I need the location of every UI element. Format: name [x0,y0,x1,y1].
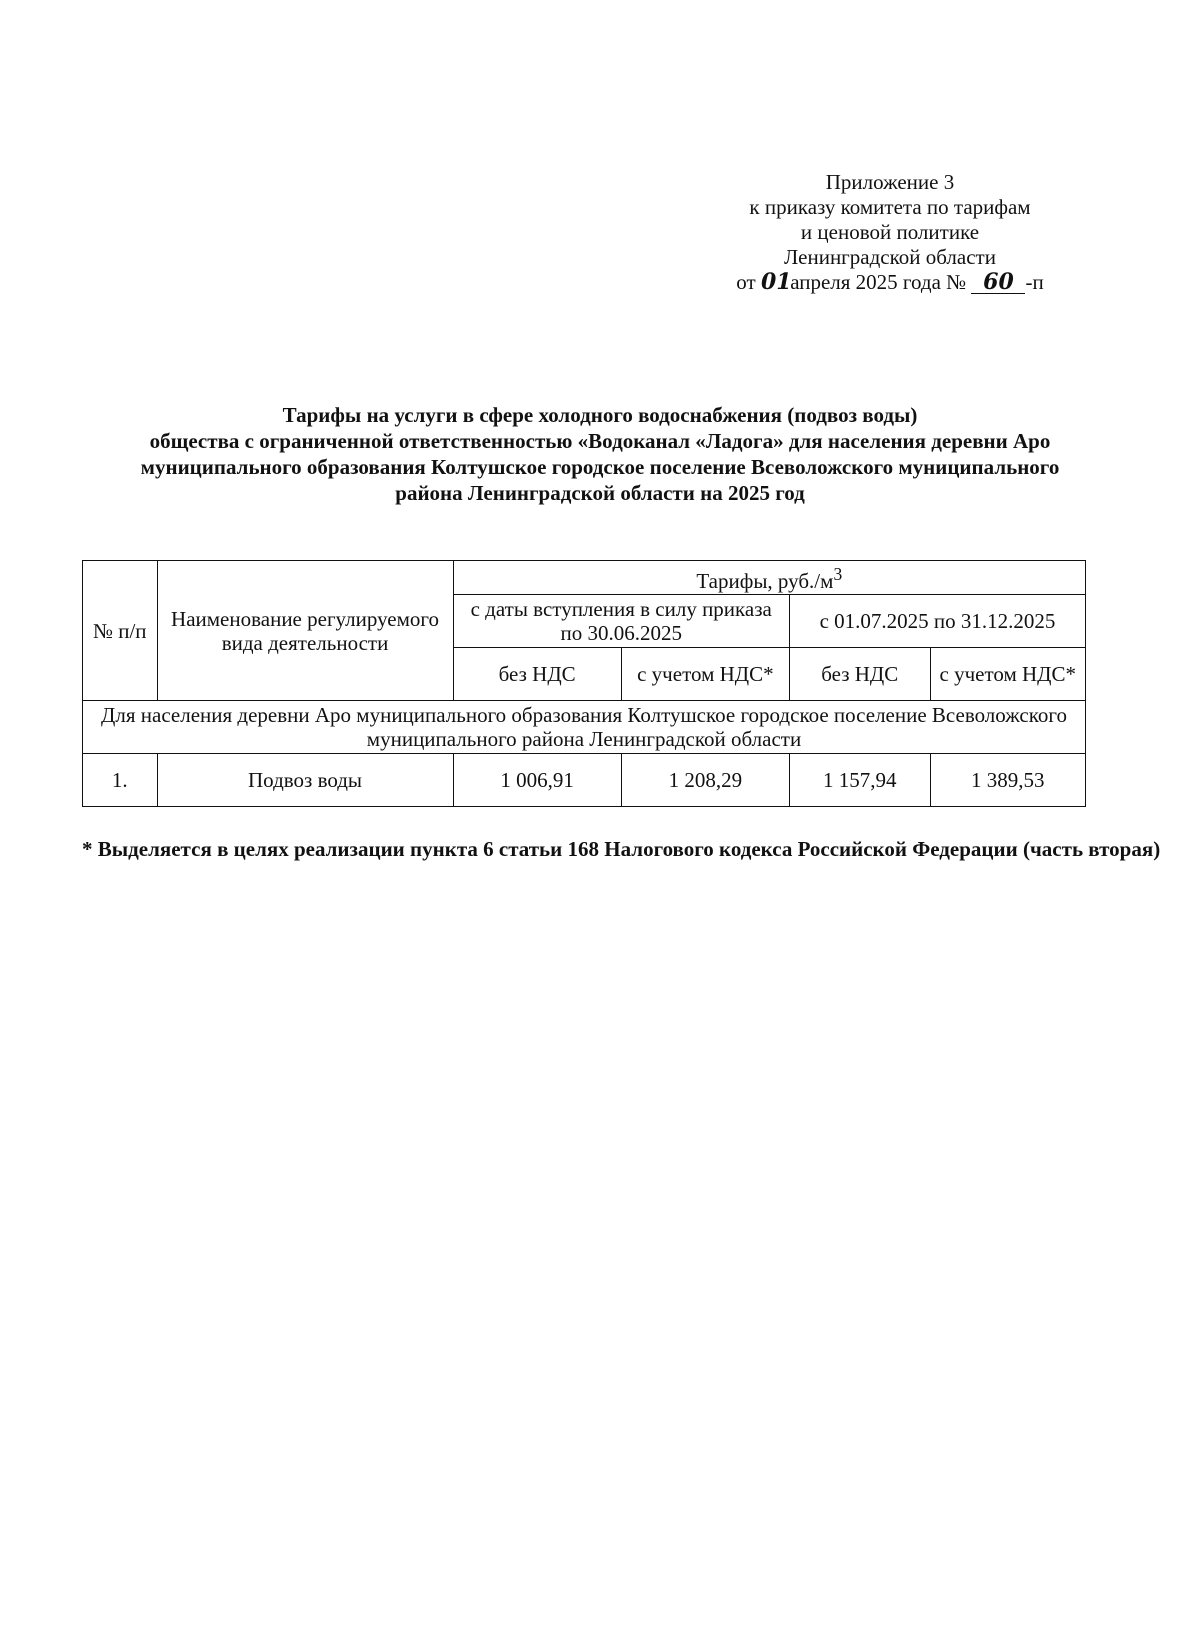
document-title [60,402,1140,506]
row-value-no-vat-1: 1 006,91 [453,754,621,807]
appendix-block [690,170,1090,295]
row-value-vat-2: 1 389,53 [930,754,1085,807]
header-no-vat-1: без НДС [453,648,621,701]
row-num: 1. [83,754,158,807]
row-activity-name: Подвоз воды [157,754,453,807]
tariffs-table [82,560,1086,807]
appendix-title: Приложение 3 [825,170,955,194]
date-prefix: от [736,270,756,294]
appendix-committee-line: и ценовой политике [800,220,980,244]
handwritten-order-number: 60 [971,271,1025,294]
date-rest: апреля 2025 года № [790,270,967,294]
table-row [83,754,1086,807]
header-no-vat-2: без НДС [789,648,930,701]
title-line-1: Тарифы на услуги в сфере холодного водоснабжения (подвоз воды) [282,403,918,427]
header-vat-1: с учетом НДС* [621,648,789,701]
header-period-2: с 01.07.2025 по 31.12.2025 [789,595,1085,648]
header-activity-name: Наименование регулируемого вида деятельности [157,561,453,701]
header-row-1 [83,561,1086,595]
group-row [83,701,1086,754]
header-tariffs [453,561,1085,595]
header-num: № п/п [83,561,158,701]
handwritten-day: 01 [760,269,792,295]
appendix-region-line: Ленинградской области [784,245,996,269]
title-line-4: района Ленинградской области на 2025 год [395,481,805,505]
appendix-order-line: к приказу комитета по тарифам [749,195,1031,219]
appendix-date-line [690,270,1090,295]
header-period-1: с даты вступления в силу приказа по 30.06.2025 [453,595,789,648]
header-tariffs-sup: 3 [833,564,843,584]
row-value-vat-1: 1 208,29 [621,754,789,807]
header-tariffs-text: Тарифы, руб./м [696,569,834,593]
row-value-no-vat-2: 1 157,94 [789,754,930,807]
footnote: * Выделяется в целях реализации пункта 6 статьи 168 Налогового кодекса Российской Федерации (часть вторая) [82,837,1161,861]
header-vat-2: с учетом НДС* [930,648,1085,701]
number-suffix: -п [1025,270,1044,294]
title-line-2: общества с ограниченной ответственностью «Водоканал «Ладога» для населения деревни Аро [149,429,1051,453]
group-row-label: Для населения деревни Аро муниципального образования Колтушское городское поселение Всеволожского муниципального района Ленинградской области [83,701,1086,754]
title-line-3: муниципального образования Колтушское городское поселение Всеволожского муниципального [140,455,1060,479]
